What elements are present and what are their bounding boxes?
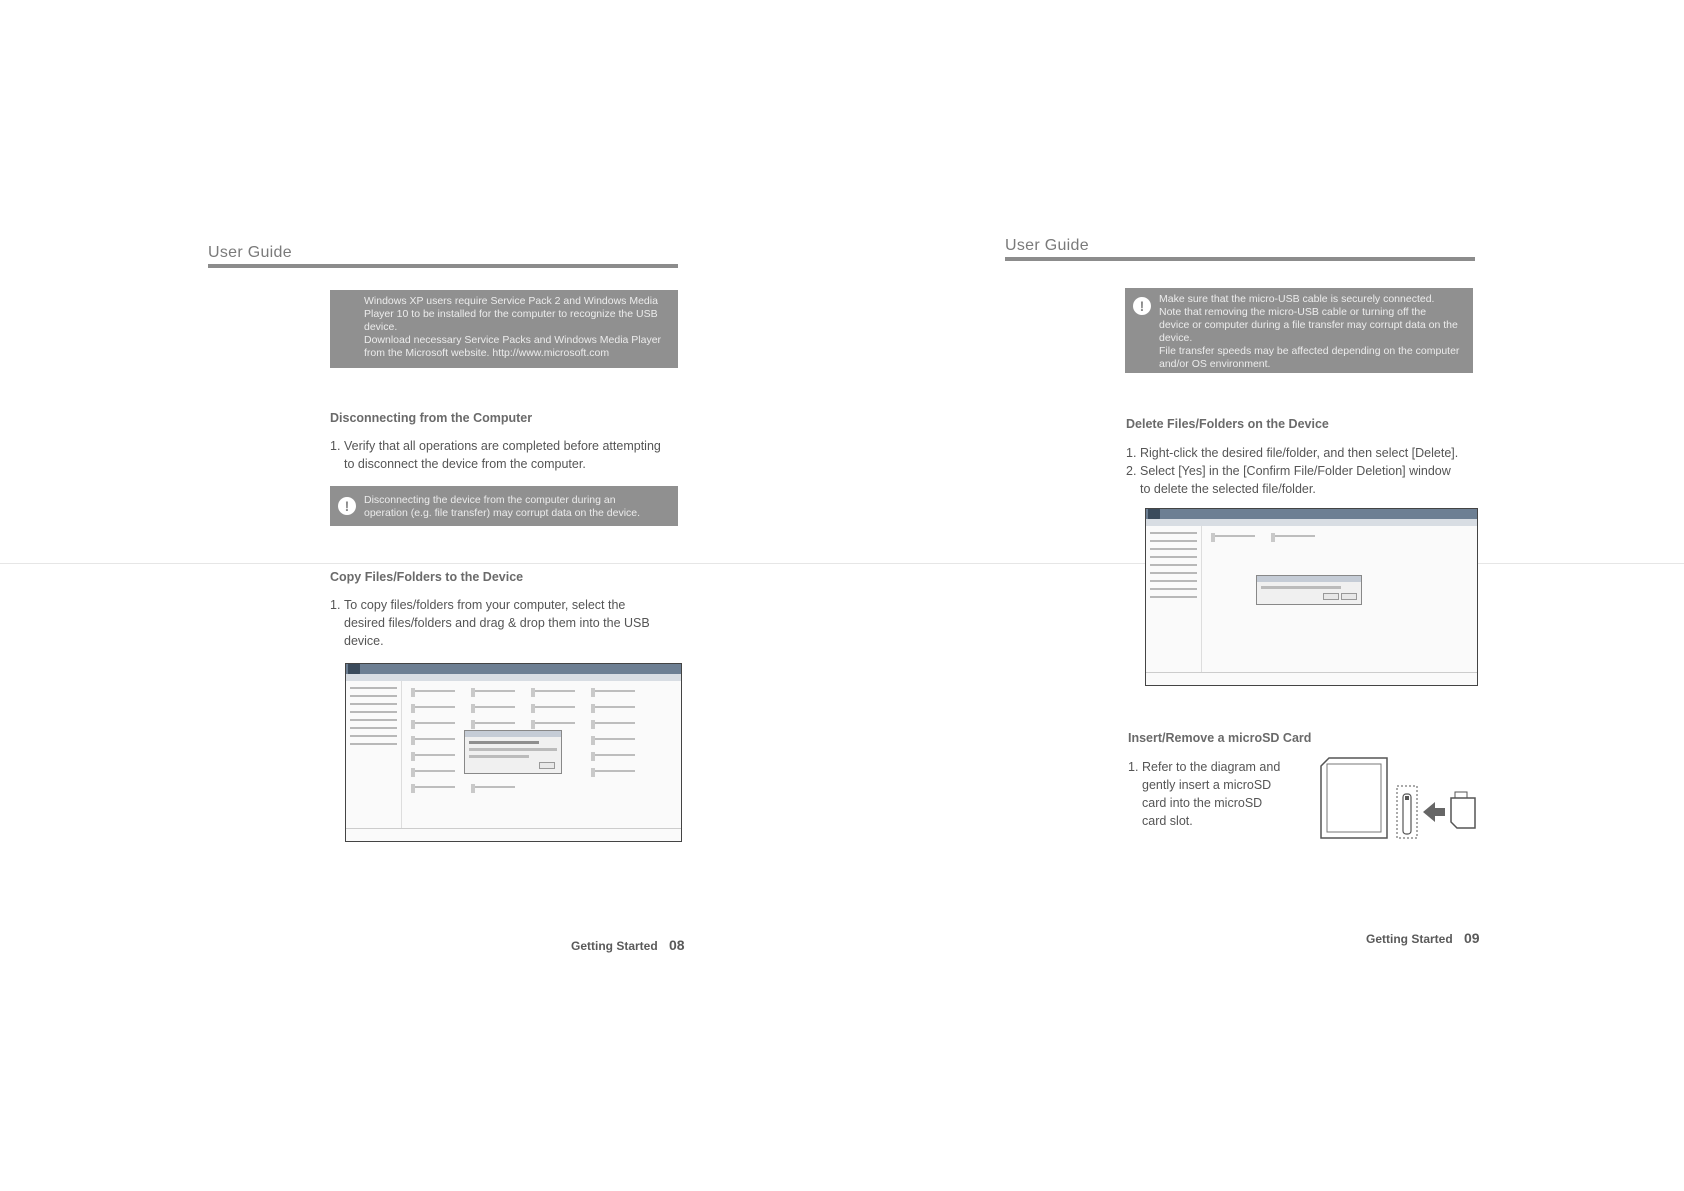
note-line: Windows XP users require Service Pack 2 and Windows Media	[364, 295, 658, 307]
disconnect-heading: Disconnecting from the Computer	[330, 411, 533, 425]
step-number: 1.	[1126, 446, 1137, 460]
step-number: 2.	[1126, 464, 1137, 478]
explorer-sidebar	[1146, 526, 1202, 673]
step-number: 1.	[330, 598, 341, 612]
step-text: Right-click the desired file/folder, and then select [Delete].	[1140, 446, 1459, 460]
header-rule	[1005, 257, 1475, 261]
exclamation-icon: !	[1133, 297, 1151, 315]
step-text: to disconnect the device from the computer.	[344, 457, 586, 471]
exclamation-icon: !	[338, 497, 356, 515]
page-header-title: User Guide	[1005, 237, 1089, 254]
warning-line: File transfer speeds may be affected depending on the computer	[1159, 345, 1460, 357]
window-titlebar	[1146, 509, 1477, 519]
microsd-card-icon	[1451, 792, 1475, 828]
warning-line: Make sure that the micro-USB cable is securely connected.	[1159, 293, 1435, 305]
page-header-title: User Guide	[208, 244, 292, 261]
step-number: 1.	[330, 439, 341, 453]
right-page	[842, 0, 1684, 1191]
copy-heading: Copy Files/Folders to the Device	[330, 570, 524, 584]
step-text: Refer to the diagram and	[1142, 760, 1281, 774]
warning-line: device or computer during a file transfer may corrupt data on the	[1159, 319, 1458, 331]
card-slot-icon	[1397, 786, 1417, 838]
delete-files-screenshot	[1145, 508, 1478, 686]
usb-cable-warning	[1125, 288, 1473, 373]
note-line: from the Microsoft website. http://www.microsoft.com	[364, 347, 610, 359]
footer-section-label: Getting Started	[1366, 932, 1453, 946]
warning-line: and/or OS environment.	[1159, 358, 1271, 370]
step-text: To copy files/folders from your computer, select the	[344, 598, 626, 612]
disconnect-step	[330, 437, 690, 473]
warning-line: Disconnecting the device from the computer during an	[364, 494, 616, 506]
step-text: card slot.	[1142, 814, 1193, 828]
note-line: Download necessary Service Packs and Windows Media Player	[364, 334, 662, 346]
step-text: device.	[344, 634, 384, 648]
copy-step	[330, 596, 690, 650]
delete-steps	[1126, 444, 1496, 498]
note-line: device.	[364, 321, 398, 333]
window-titlebar	[346, 664, 681, 674]
header-rule	[208, 264, 678, 268]
window-toolbar	[1146, 519, 1477, 526]
step-number: 1.	[1128, 760, 1139, 774]
confirm-deletion-dialog	[1256, 575, 1362, 605]
window-toolbar	[346, 674, 681, 681]
footer-section-label: Getting Started	[571, 939, 658, 953]
copy-progress-dialog	[464, 730, 562, 774]
device-icon	[1321, 758, 1387, 838]
page-number: 09	[1464, 930, 1480, 946]
warning-line: device.	[1159, 332, 1193, 344]
microsd-heading: Insert/Remove a microSD Card	[1128, 731, 1312, 745]
step-text: card into the microSD	[1142, 796, 1263, 810]
step-text: Verify that all operations are completed before attempting	[344, 439, 661, 453]
note-line: Player 10 to be installed for the computer to recognize the USB	[364, 308, 658, 320]
page-number: 08	[669, 937, 685, 953]
step-text: Select [Yes] in the [Confirm File/Folder Deletion] window	[1140, 464, 1451, 478]
microsd-step	[1128, 758, 1308, 830]
xp-requirements-note	[330, 290, 678, 368]
warning-line: operation (e.g. file transfer) may corrupt data on the device.	[364, 507, 641, 519]
step-text: to delete the selected file/folder.	[1140, 482, 1316, 496]
window-statusbar	[1146, 672, 1477, 685]
disconnect-warning	[330, 486, 678, 526]
window-statusbar	[346, 828, 681, 841]
delete-heading: Delete Files/Folders on the Device	[1126, 417, 1329, 431]
microsd-insert-diagram	[1317, 756, 1487, 840]
explorer-sidebar	[346, 681, 402, 829]
arrow-left-icon	[1423, 802, 1445, 822]
warning-line: Note that removing the micro-USB cable or turning off the	[1159, 306, 1427, 318]
copy-files-screenshot	[345, 663, 682, 842]
step-text: gently insert a microSD	[1142, 778, 1272, 792]
step-text: desired files/folders and drag & drop them into the USB	[344, 616, 650, 630]
